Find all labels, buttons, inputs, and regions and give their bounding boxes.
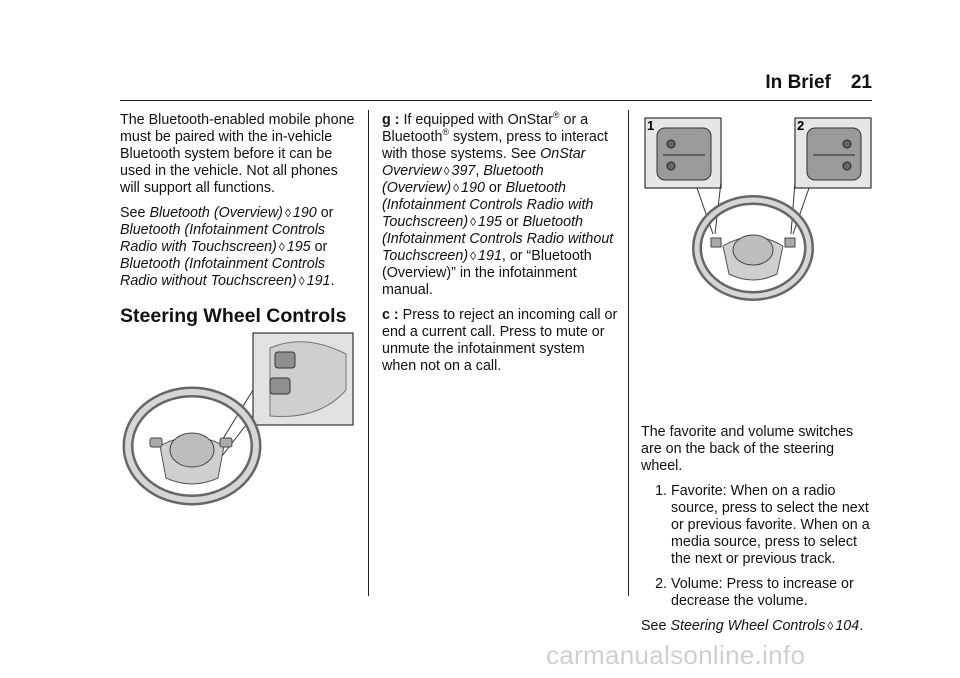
ref-bluetooth-touchscreen[interactable]: Bluetooth (Infotainment Controls Radio with Touchscreen): [382, 180, 594, 230]
column-divider-2: [628, 110, 629, 596]
paragraph-pairing: The Bluetooth-enabled mobile phone must be paired with the in-vehicle Bluetooth system before it can be used in the vehicle. Not all phones will support all functions.: [120, 112, 355, 196]
ref-page[interactable]: 191: [478, 248, 502, 264]
ref-page[interactable]: 104: [835, 618, 860, 634]
see-label: See: [120, 205, 146, 221]
column-1: [120, 112, 355, 325]
page-ref-icon: ◊: [470, 249, 477, 263]
switch-list: [641, 483, 877, 610]
page-ref-icon: ◊: [443, 164, 450, 178]
paragraph-voice-button: g : If equipped with OnStar® or a Bluetooth® system, press to interact with those systems. See OnStar Overview ◊ 397, Bluetooth (Overview) ◊ 190 or Bluetooth (Infotainment Controls Radio with Touchscreen) ◊ 195 or Bluetooth (Infotainment Controls Radio without Touchscreen) ◊ 191, or “Bluetooth (Overview)” in the infotainment manual.: [382, 110, 614, 298]
list-item: 2. Volume: Press to increase or decrease the volume.: [671, 576, 877, 610]
ref-bluetooth-no-touchscreen[interactable]: Bluetooth (Infotainment Controls Radio without Touchscreen): [120, 256, 326, 289]
ref-bluetooth-touchscreen[interactable]: Bluetooth (Infotainment Controls Radio with Touchscreen): [120, 222, 326, 255]
ref-page[interactable]: 191: [306, 273, 331, 289]
section-title: In Brief: [765, 72, 831, 93]
ref-page[interactable]: 190: [292, 205, 317, 221]
column-divider-1: [368, 110, 369, 596]
ref-page[interactable]: 190: [461, 180, 485, 196]
page-number: 21: [850, 72, 872, 93]
steering-wheel-illustration: [120, 328, 356, 514]
end-call-icon: c :: [382, 307, 399, 323]
ref-bluetooth-overview[interactable]: Bluetooth (Overview): [149, 205, 283, 221]
callout-2: 2: [797, 118, 805, 133]
ref-page[interactable]: 397: [451, 163, 476, 179]
ref-steering-wheel-controls[interactable]: Steering Wheel Controls: [670, 618, 826, 634]
column-3: [641, 112, 877, 643]
voice-button-icon: [275, 352, 295, 368]
page-ref-icon: ◊: [470, 215, 477, 229]
page-header: [765, 72, 872, 94]
ref-bluetooth-no-touchscreen[interactable]: Bluetooth (Infotainment Controls Radio without Touchscreen): [382, 214, 614, 264]
list-item: 1. Favorite: When on a radio source, press to select the next or previous favorite. When on a media source, press to select the next or previous track.: [671, 483, 877, 568]
voice-icon: g :: [382, 112, 400, 128]
page-ref-icon: ◊: [284, 206, 291, 220]
ref-page[interactable]: 195: [286, 239, 311, 255]
paragraph-see-steering: See Steering Wheel Controls ◊ 104.: [641, 618, 864, 634]
figure-caption: The favorite and volume switches are on the back of the steering wheel.: [641, 424, 854, 474]
ref-page[interactable]: 195: [478, 214, 502, 230]
header-rule: [120, 100, 872, 101]
ref-bluetooth-overview[interactable]: Bluetooth (Overview): [382, 163, 544, 196]
section-heading: Steering Wheel Controls: [120, 305, 347, 327]
or-text: or: [320, 205, 334, 221]
paragraph-see-bluetooth: See Bluetooth (Overview) ◊ 190 or Bluetooth (Infotainment Controls Radio with Touchscreen) ◊ 195 or Bluetooth (Infotainment Controls Radio without Touchscreen) ◊ 191.: [120, 205, 335, 289]
page-ref-icon: ◊: [298, 274, 305, 288]
or-text: or: [314, 239, 328, 255]
page-ref-icon: ◊: [278, 240, 285, 254]
page-ref-icon: ◊: [827, 619, 834, 633]
page-ref-icon: ◊: [453, 181, 460, 195]
end-call-button-icon: [270, 378, 290, 394]
column-2: [382, 112, 618, 383]
ref-onstar-overview[interactable]: OnStar Overview: [382, 146, 586, 179]
callout-1: 1: [647, 118, 655, 133]
watermark: carmanualsonline.info: [546, 640, 806, 670]
paragraph-end-call-button: c : Press to reject an incoming call or end a current call. Press to mute or unmute the infotainment system when not on a call.: [382, 307, 618, 374]
